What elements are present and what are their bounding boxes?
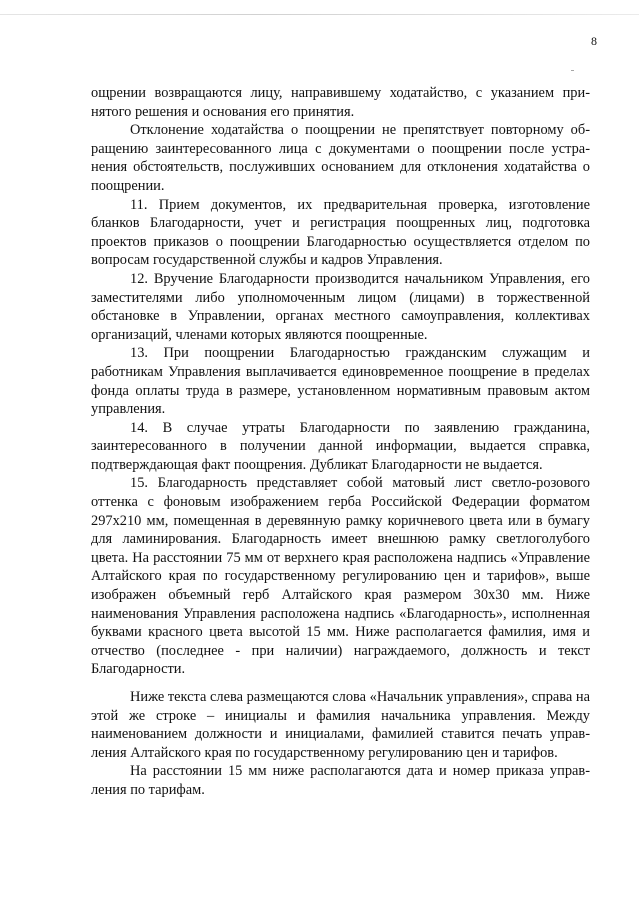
- paragraph-item-14: 14. В случае утраты Благодарности по заявлению гражданина, заинтересованного в получении данной информации, выдается справка, подтверждающая факт поощрения. Дубликат Благодарности не выдается.: [91, 419, 590, 473]
- scan-top-edge: [0, 14, 639, 15]
- paragraph-date-number: На расстоянии 15 мм ниже располагаются дата и номер приказа управления по тарифам.: [91, 763, 590, 798]
- paragraph-item-13: 13. При поощрении Благодарностью гражданским служащим и работникам Управления выплачивается единовременное поощрение в пределах фонда оплаты труда в размере, установленном нормативным правовым актом управления.: [91, 345, 590, 418]
- paragraph-continuation: ощрении возвращаются лицу, направившему ходатайство, с указанием принятого решения и основания его принятия.: [91, 85, 590, 120]
- paragraph-item-12: 12. Вручение Благодарности производится начальником Управления, его заместителями либо уполномоченным лицом (лицами) в торжественной обстановке в Управлении, органах местного самоуправления, коллективах организаций, членами которых являются поощренные.: [91, 270, 590, 343]
- paragraph-item-15: 15. Благодарность представляет собой матовый лист светло-розового оттенка с фоновым изображением герба Российской Федерации форматом 297х210 мм, помещенная в деревянную рамку коричневого цвета или в бумагу для ламинирования. Благодарность имеет внешнюю рамку светлоголубого цвета. На расстоянии 75 мм от верхнего края расположена надпись «Управление Алтайского края по государственному регулированию цен и тарифов», выше изображен объемный герб Алтайского края размером 30х30 мм. Ниже наименования Управления расположена надпись «Благодарность», исполненная буквами красного цвета высотой 15 мм. Ниже располагается фамилия, имя и отчество (последнее - при наличии) награждаемого, должность и текст Благодарности.: [91, 475, 590, 678]
- page-number: 8: [591, 34, 597, 48]
- scan-artifact: [571, 70, 574, 71]
- document-body: [91, 84, 590, 800]
- paragraph-rejection: Отклонение ходатайства о поощрении не препятствует повторному обращению заинтересованного лица с документами о поощрении после устранения обстоятельств, послуживших основанием для отклонения ходатайства о поощрении.: [91, 122, 590, 194]
- paragraph-item-11: 11. Прием документов, их предварительная проверка, изготовление бланков Благодарности, учет и регистрация поощренных лиц, подготовка проектов приказов о поощрении Благодарностью осуществляется отделом по вопросам государственной службы и кадров Управления.: [91, 196, 590, 269]
- paragraph-signature: Ниже текста слева размещаются слова «Начальник управления», справа на этой же строке – инициалы и фамилия начальника управления. Между наименованием должности и инициалами, фамилией ставится печать управления Алтайского края по государственному регулированию цен и тарифов.: [91, 689, 590, 761]
